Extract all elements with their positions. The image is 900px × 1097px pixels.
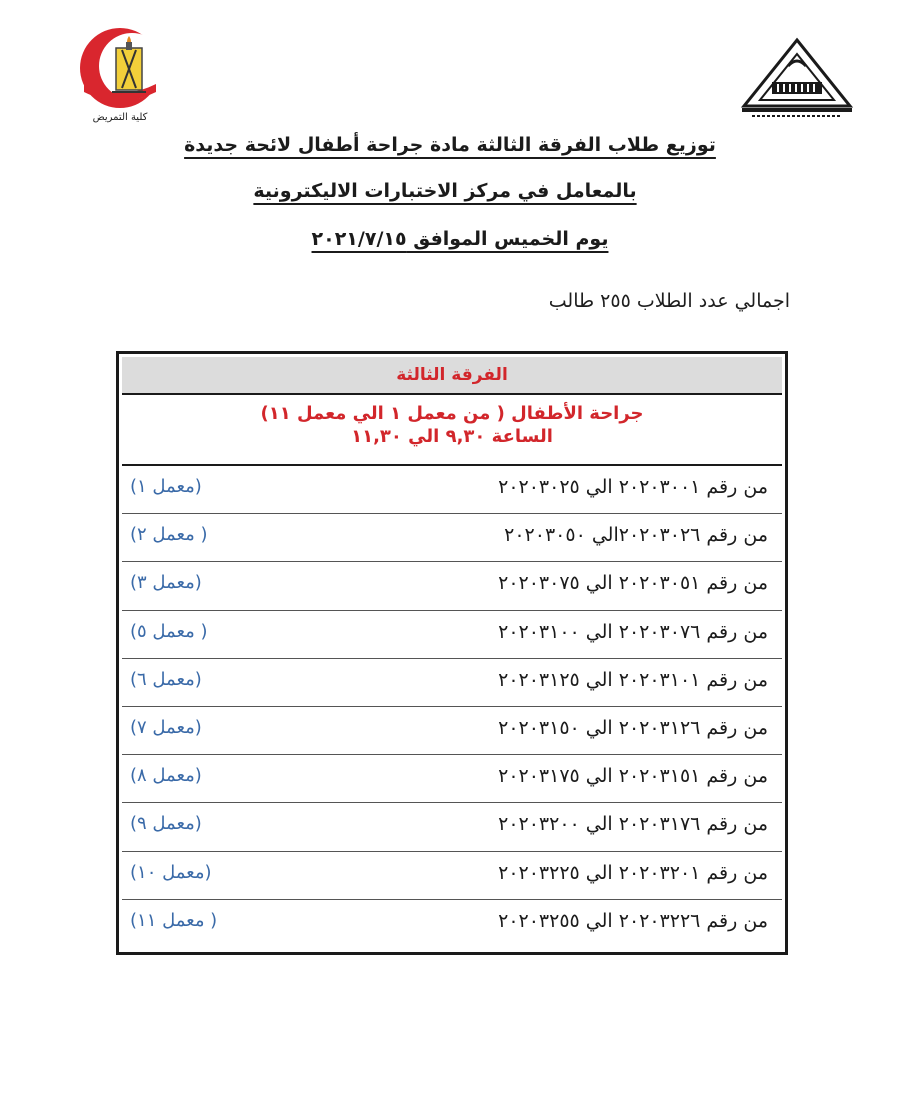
table-row — [122, 803, 782, 851]
table-header: الفرقة الثالثة — [122, 357, 782, 395]
table-row — [122, 611, 782, 659]
table-row — [122, 707, 782, 755]
subject-time: الساعة ٩,٣٠ الي ١١,٣٠ — [351, 426, 553, 447]
lab-label: (معمل ٦) — [130, 668, 202, 690]
table-row — [122, 659, 782, 707]
table-row — [122, 514, 782, 562]
table-row — [122, 900, 782, 948]
lab-label: ( معمل ٢) — [130, 524, 208, 546]
student-range: من رقم ٢٠٢٠٣٠٥١ الي ٢٠٢٠٣٠٧٥ — [498, 572, 768, 595]
table-row — [122, 852, 782, 900]
nursing-faculty-logo-icon — [72, 22, 172, 130]
table-row — [122, 466, 782, 514]
total-students: اجمالي عدد الطلاب ٢٥٥ طالب — [548, 290, 790, 312]
title-line-1: توزيع طلاب الفرقة الثالثة مادة جراحة أطفال لائحة جديدة — [184, 134, 716, 156]
lab-label: (معمل ٧) — [130, 716, 202, 738]
subject-header — [122, 395, 782, 466]
student-range: من رقم ٢٠٢٠٣٢٠١ الي ٢٠٢٠٣٢٢٥ — [498, 861, 768, 884]
lab-label: (معمل ١٠) — [130, 861, 212, 883]
student-range: من رقم ٢٠٢٠٣٠٧٦ الي ٢٠٢٠٣١٠٠ — [498, 620, 768, 643]
student-range: من رقم ٢٠٢٠٣١٥١ الي ٢٠٢٠٣١٧٥ — [498, 765, 768, 788]
table-rows — [122, 466, 782, 948]
lab-label: (معمل ٨) — [130, 765, 202, 787]
lab-label: ( معمل ١١) — [130, 909, 218, 931]
subject-title: جراحة الأطفال ( من معمل ١ الي معمل ١١) — [260, 403, 644, 424]
table-row — [122, 755, 782, 803]
table-row — [122, 562, 782, 610]
student-range: من رقم ٢٠٢٠٣٠٢٦الي ٢٠٢٠٣٠٥٠ — [504, 524, 768, 547]
student-range: من رقم ٢٠٢٠٣١٧٦ الي ٢٠٢٠٣٢٠٠ — [498, 813, 768, 836]
distribution-table — [116, 351, 788, 955]
student-range: من رقم ٢٠٢٠٣٠٠١ الي ٢٠٢٠٣٠٢٥ — [498, 476, 768, 498]
title-line-2: بالمعامل في مركز الاختبارات الاليكترونية — [253, 180, 637, 202]
title-line-3: يوم الخميس الموافق ٢٠٢١/٧/١٥ — [311, 228, 609, 250]
lab-label: (معمل ١) — [130, 476, 202, 497]
student-range: من رقم ٢٠٢٠٣١٠١ الي ٢٠٢٠٣١٢٥ — [498, 668, 768, 691]
logo-caption: كلية التمريض — [92, 112, 148, 123]
lab-label: ( معمل ٥) — [130, 620, 208, 642]
lab-label: (معمل ٣) — [130, 572, 202, 594]
benha-university-logo-icon — [738, 36, 856, 122]
student-range: من رقم ٢٠٢٠٣٢٢٦ الي ٢٠٢٠٣٢٥٥ — [498, 909, 768, 932]
student-range: من رقم ٢٠٢٠٣١٢٦ الي ٢٠٢٠٣١٥٠ — [498, 716, 768, 739]
lab-label: (معمل ٩) — [130, 813, 202, 835]
